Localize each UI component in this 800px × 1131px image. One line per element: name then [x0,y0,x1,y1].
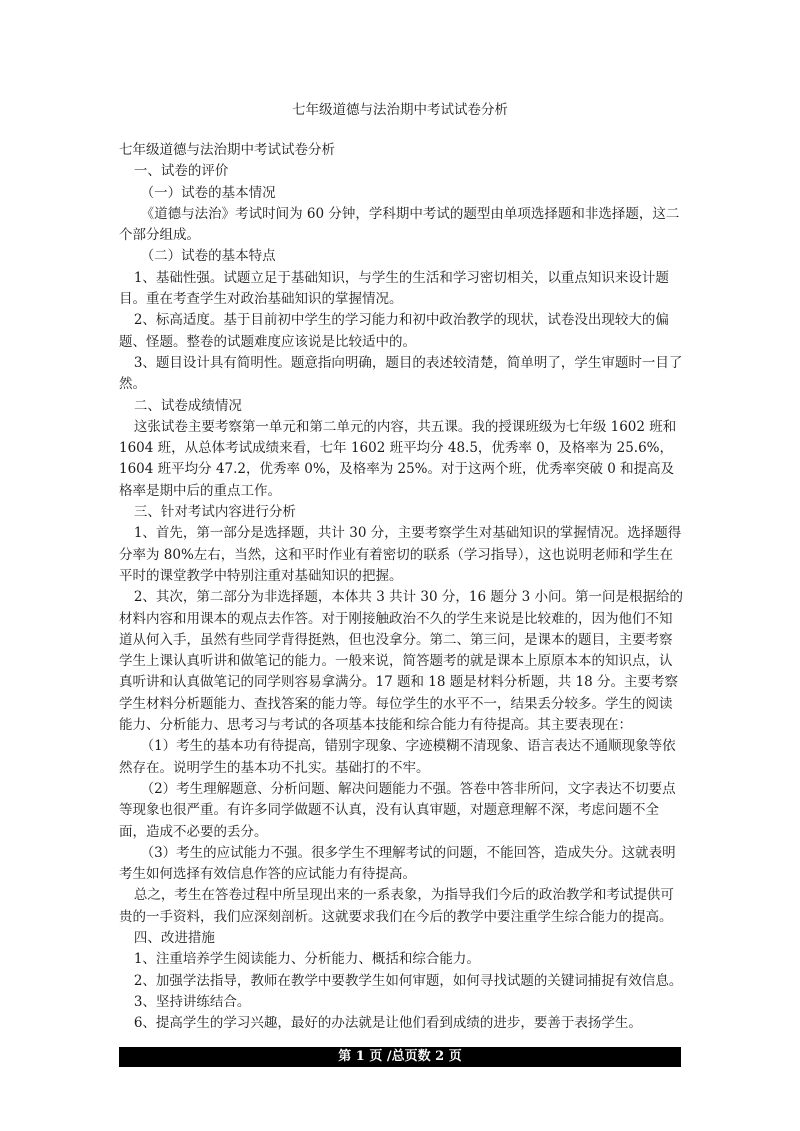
document-title: 七年级道德与法治期中考试试卷分析 [292,102,508,118]
paragraph: 2、其次，第二部分为非选择题，本体共 3 共计 30 分，16 题分 3 小问。第一问是根据给的材料内容和用课本的观点去作答。对于刚接触政治不久的学生来说是比较难的，因为他们不知道从何入手，虽然有些同学背得挺熟，但也没拿分。第二、第三问，是课本的题目，主要考察学生上课认真听讲和做笔记的能力。一般来说，简答题考的就是课本上原原本本的知识点，认真听讲和认真做笔记的同学则容易拿满分。17 题和 18 题是材料分析题，共 18 分。主要考察学生材料分析题能力、查找答案的能力等。每位学生的水平不一，结果丢分较多。学生的阅读能力、分析能力、思考习与考试的各项基本技能和综合能力有待提高。其主要表现在： [119,589,684,734]
paragraph: 1、基础性强。试题立足于基础知识，与学生的生活和学习密切相关，以重点知识来设计题目。重在考查学生对政治基础知识的掌握情况。 [119,269,669,308]
list-item: 3、坚持讲练结合。 [133,993,251,1010]
subsection-heading: （二）试卷的基本特点 [140,248,276,265]
list-item: 1、注重培养学生阅读能力、分析能力、概括和综合能力。 [133,951,480,968]
section-heading: 二、试卷成绩情况 [133,397,242,414]
section-heading: 四、改进措施 [133,929,215,946]
section-heading: 三、针对考试内容进行分析 [133,504,296,521]
paragraph: （1）考生的基本功有待提高，错别字现象、字迹模糊不清现象、语言表达不通顺现象等依然存在。说明学生的基本功不扎实。基础打的不牢。 [119,738,676,776]
section-heading: 一、试卷的评价 [133,163,229,180]
subsection-heading: （一）试卷的基本情况 [140,184,276,201]
paragraph: （3）考生的应试能力不强。很多学生不理解考试的问题，不能回答，造成失分。这就表明考生如何选择有效信息作答的应试能力有待提高。 [119,844,676,883]
paragraph: 七年级道德与法治期中考试试卷分析 [119,142,335,158]
paragraph: （2）考生理解题意、分析问题、解决问题能力不强。答卷中答非所问，文字表达不切要点等现象也很严重。有许多同学做题不认真，没有认真审题，对题意理解不深，考虑问题不全面，造成不必要的丢分。 [119,780,676,840]
paragraph: 3、题目设计具有简明性。题意指向明确，题目的表述较清楚，简单明了，学生审题时一目了然。 [119,354,683,393]
document-body [119,140,685,1034]
paragraph: 这张试卷主要考察第一单元和第二单元的内容，共五课。我的授课班级为七年级 1602 班和 1604 班，从总体考试成绩来看，七年 1602 班平均分 48.5，优秀率 0，及格率为 25.6%，1604 班平均分 47.2，优秀率 0%，及格率为 25%。对于这两个班，优秀率突破 0 和提高及格率是期中后的重点工作。 [119,418,677,499]
paragraph: 2、标高适度。基于目前初中学生的学习能力和初中政治教学的现状，试卷没出现较大的偏题、怪题。整卷的试题难度应该说是比较适中的。 [119,312,669,350]
list-item: 6、提高学生的学习兴趣，最好的办法就是让他们看到成绩的进步，要善于表扬学生。 [133,1015,642,1032]
paragraph: 1、首先，第一部分是选择题，共计 30 分，主要考察学生对基础知识的掌握情况。选择题得分率为 80%左右，当然，这和平时作业有着密切的联系（学习指导），这也说明老师和学生在平时的课堂教学中特别注重对基础知识的把握。 [119,525,682,584]
paragraph: 《道德与法治》考试时间为 60 分钟，学科期中考试的题型由单项选择题和非选择题，这二个部分组成。 [119,205,680,244]
page-number-label: 第 1 页 /总页数 2 页 [338,1049,462,1064]
list-item: 2、加强学法指导，教师在教学中要教学生如何审题，如何寻找试题的关键词捕捉有效信息。 [133,972,683,989]
page-footer [119,1047,681,1067]
paragraph: 总之，考生在答卷过程中所呈现出来的一系表象，为指导我们今后的政治教学和考试提供可贵的一手资料，我们应深刻剖析。这就要求我们在今后的教学中要注重学生综合能力的提高。 [119,887,674,925]
